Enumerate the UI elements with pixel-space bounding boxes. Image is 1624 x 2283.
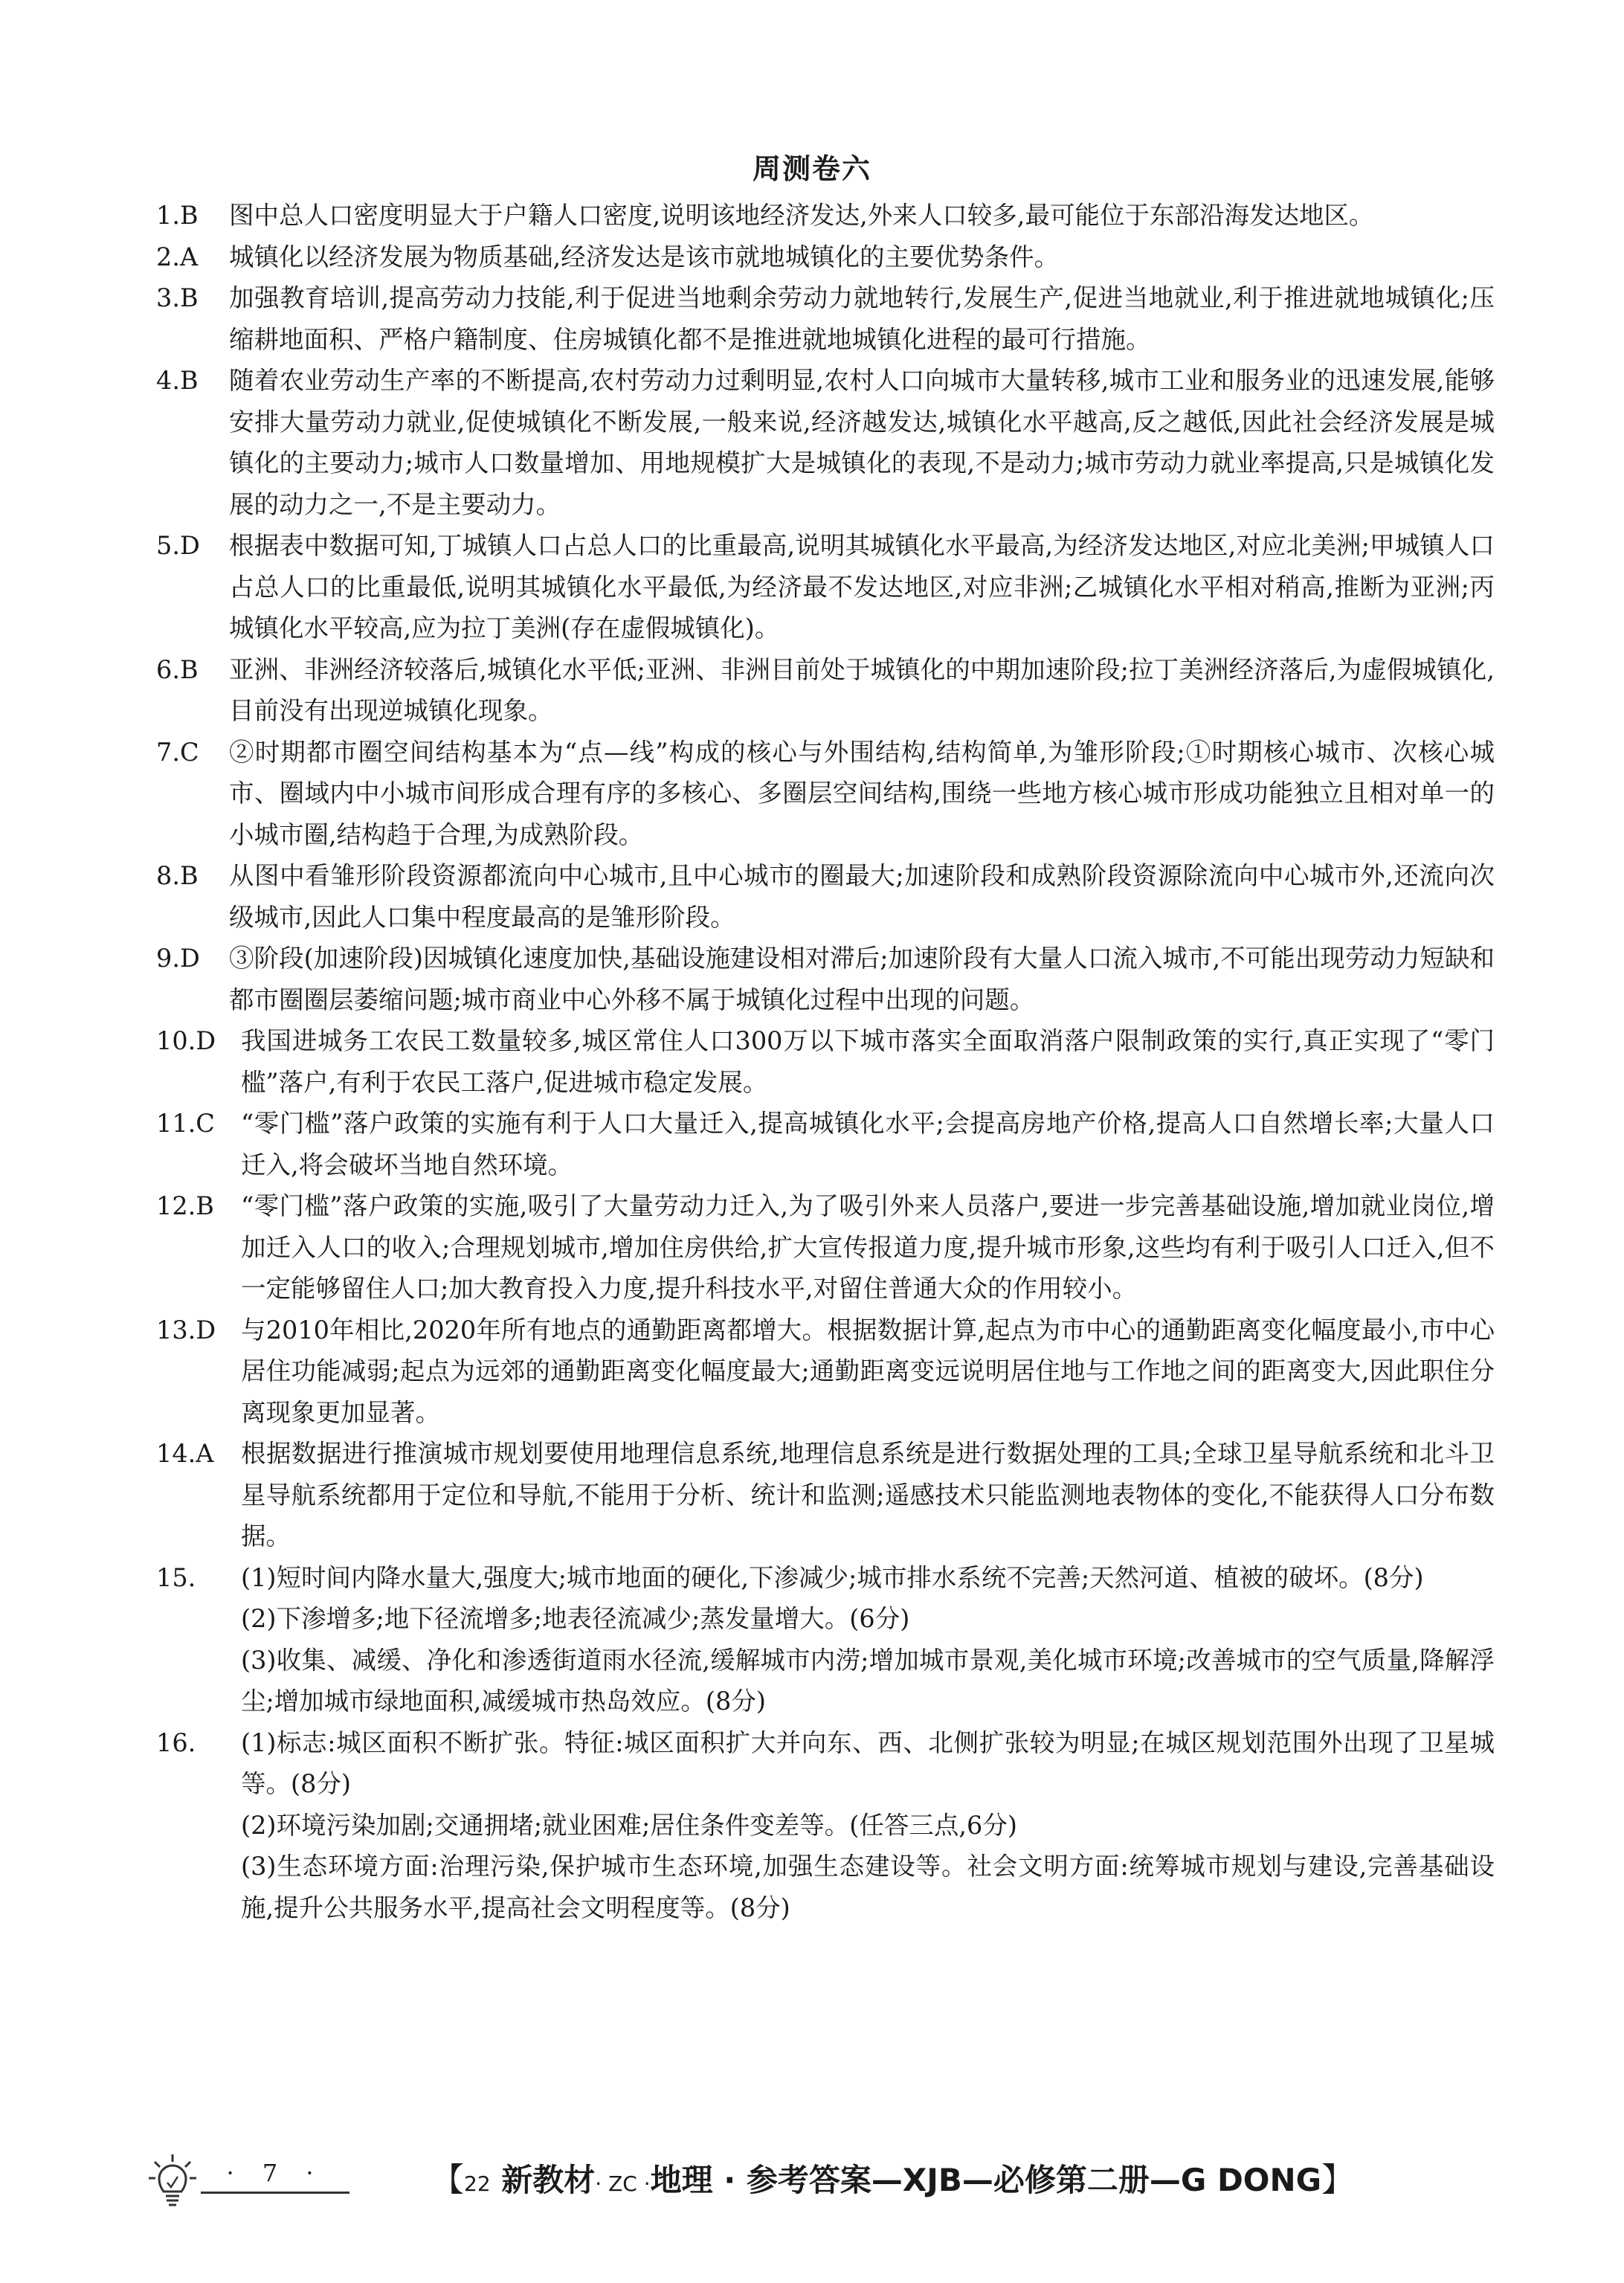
answer-item: [156, 1310, 1495, 1434]
answer-explanation: 城镇化以经济发展为物质基础,经济发达是该市就地城镇化的主要优势条件。: [229, 242, 1060, 271]
answer-part: (3)收集、减缓、净化和渗透街道雨水径流,缓解城市内涝;增加城市景观,美化城市环境;改善城市的空气质量,降解浮尘;增加城市绿地面积,减缓城市热岛效应。(8分): [241, 1645, 1495, 1716]
answer-item: [156, 1103, 1495, 1185]
series-code: · ZC ·: [595, 2171, 651, 2196]
series-year: 22: [464, 2171, 491, 2196]
answer-item: [156, 1020, 1495, 1103]
answer-part: (2)下渗增多;地下径流增多;地表径流减少;蒸发量增大。(6分): [241, 1604, 910, 1633]
answer-item-15: [156, 1557, 1495, 1722]
answer-item: [156, 649, 1495, 732]
answer-explanation: “零门槛”落户政策的实施有利于人口大量迁入,提高城镇化水平;会提高房地产价格,提高人口自然增长率;大量人口迁入,将会破坏当地自然环境。: [241, 1109, 1495, 1179]
bracket-close: 】: [1321, 2161, 1355, 2199]
page-title: 周测卷六: [752, 152, 871, 185]
answer-item: [156, 732, 1495, 856]
page-number: · 7 ·: [201, 2159, 349, 2194]
series-label: [431, 2153, 1354, 2200]
answer-part: (1)短时间内降水量大,强度大;城市地面的硬化,下渗减少;城市排水系统不完善;天然河道、植被的破坏。(8分): [241, 1562, 1424, 1592]
answer-item: [156, 360, 1495, 525]
answer-item: [156, 236, 1495, 278]
answer-part: (3)生态环境方面:治理污染,保护城市生态环境,加强生态建设等。社会文明方面:统筹城市规划与建设,完善基础设施,提升公共服务水平,提高社会文明程度等。(8分): [241, 1852, 1495, 1922]
bracket-open: 【: [431, 2161, 464, 2199]
answer-explanation: 加强教育培训,提高劳动力技能,利于促进当地剩余劳动力就地转行,发展生产,促进当地就业,利于推进就地城镇化;压缩耕地面积、严格户籍制度、住房城镇化都不是推进就地城镇化进程的最可行措施。: [229, 283, 1495, 354]
answer-number: 4.B: [156, 366, 199, 395]
answer-explanation: 根据表中数据可知,丁城镇人口占总人口的比重最高,说明其城镇化水平最高,为经济发达地区,对应北美洲;甲城镇人口占总人口的比重最低,说明其城镇化水平最低,为经济最不发达地区,对应非洲;乙城镇化水平相对稍高,推断为亚洲;丙城镇化水平较高,应为拉丁美洲(存在虚假城镇化)。: [229, 531, 1495, 643]
answer-number: 14.A: [156, 1439, 214, 1468]
answer-number: 16.: [156, 1727, 196, 1757]
lightbulb-icon: [149, 2153, 196, 2212]
answer-number: 12.B: [156, 1191, 214, 1220]
answer-explanation: 图中总人口密度明显大于户籍人口密度,说明该地经济发达,外来人口较多,最可能位于东部沿海发达地区。: [229, 201, 1374, 230]
series-new-textbook: 新教材: [501, 2162, 596, 2198]
answer-explanation: ③阶段(加速阶段)因城镇化速度加快,基础设施建设相对滞后;加速阶段有大量人口流入城市,不可能出现劳动力短缺和都市圈圈层萎缩问题;城市商业中心外移不属于城镇化过程中出现的问题。: [229, 944, 1495, 1014]
answer-explanation: 根据数据进行推演城市规划要使用地理信息系统,地理信息系统是进行数据处理的工具;全球卫星导航系统和北斗卫星导航系统都用于定位和导航,不能用于分析、统计和监测;遥感技术只能监测地表物体的变化,不能获得人口分布数据。: [241, 1439, 1495, 1551]
answer-number: 15.: [156, 1562, 196, 1592]
answer-number: 3.B: [156, 283, 199, 312]
answer-part: (2)环境污染加剧;交通拥堵;就业困难;居住条件变差等。(任答三点,6分): [241, 1810, 1017, 1840]
answer-number: 8.B: [156, 861, 199, 890]
answer-item: [156, 855, 1495, 938]
answer-number: 7.C: [156, 737, 199, 767]
answer-explanation: 我国进城务工农民工数量较多,城区常住人口300万以下城市落实全面取消落户限制政策的实行,真正实现了“零门槛”落户,有利于农民工落户,促进城市稳定发展。: [241, 1026, 1495, 1097]
answer-explanation: 亚洲、非洲经济较落后,城镇化水平低;亚洲、非洲目前处于城镇化的中期加速阶段;拉丁美洲经济落后,为虚假城镇化,目前没有出现逆城镇化现象。: [229, 654, 1495, 725]
answer-list: [156, 195, 1495, 1928]
answer-number: 13.D: [156, 1315, 216, 1345]
answer-number: 6.B: [156, 654, 199, 684]
page-footer: [0, 2153, 1624, 2235]
answer-item: [156, 938, 1495, 1020]
answer-explanation: 与2010年相比,2020年所有地点的通勤距离都增大。根据数据计算,起点为市中心的通勤距离变化幅度最小,市中心居住功能减弱;起点为远郊的通勤距离变化幅度最大;通勤距离变远说明居住地与工作地之间的距离变大,因此职住分离现象更加显著。: [241, 1315, 1495, 1427]
answer-explanation: ②时期都市圈空间结构基本为“点—线”构成的核心与外围结构,结构简单,为雏形阶段;①时期核心城市、次核心城市、圈域内中小城市间形成合理有序的多核心、多圈层空间结构,围绕一些地方核心城市形成功能独立且相对单一的小城市圈,结构趋于合理,为成熟阶段。: [229, 737, 1495, 849]
answer-item: [156, 525, 1495, 649]
answer-item: [156, 277, 1495, 360]
answer-part: (1)标志:城区面积不断扩张。特征:城区面积扩大并向东、西、北侧扩张较为明显;在城区规划范围外出现了卫星城等。(8分): [241, 1727, 1495, 1798]
answer-explanation: 从图中看雏形阶段资源都流向中心城市,且中心城市的圈最大;加速阶段和成熟阶段资源除流向中心城市外,还流向次级城市,因此人口集中程度最高的是雏形阶段。: [229, 861, 1495, 932]
answer-number: 1.B: [156, 201, 199, 230]
answer-item: [156, 1185, 1495, 1310]
answer-item: [156, 195, 1495, 236]
series-subject: 地理 · 参考答案—XJB—必修第二册—G DONG: [650, 2162, 1322, 2198]
answer-item-16: [156, 1722, 1495, 1929]
answer-explanation: “零门槛”落户政策的实施,吸引了大量劳动力迁入,为了吸引外来人员落户,要进一步完善基础设施,增加就业岗位,增加迁入人口的收入;合理规划城市,增加住房供给,扩大宣传报道力度,提升城市形象,这些均有利于吸引人口迁入,但不一定能够留住人口;加大教育投入力度,提升科技水平,对留住普通大众的作用较小。: [241, 1191, 1495, 1303]
answer-explanation: 随着农业劳动生产率的不断提高,农村劳动力过剩明显,农村人口向城市大量转移,城市工业和服务业的迅速发展,能够安排大量劳动力就业,促使城镇化不断发展,一般来说,经济越发达,城镇化水平越高,反之越低,因此社会经济发展是城镇化的主要动力;城市人口数量增加、用地规模扩大是城镇化的表现,不是动力;城市劳动力就业率提高,只是城镇化发展的动力之一,不是主要动力。: [229, 366, 1495, 519]
answer-item: [156, 1433, 1495, 1557]
answer-number: 9.D: [156, 944, 200, 973]
answer-number: 5.D: [156, 531, 200, 560]
answer-number: 11.C: [156, 1109, 215, 1138]
answer-number: 10.D: [156, 1026, 216, 1055]
answer-number: 2.A: [156, 242, 199, 271]
